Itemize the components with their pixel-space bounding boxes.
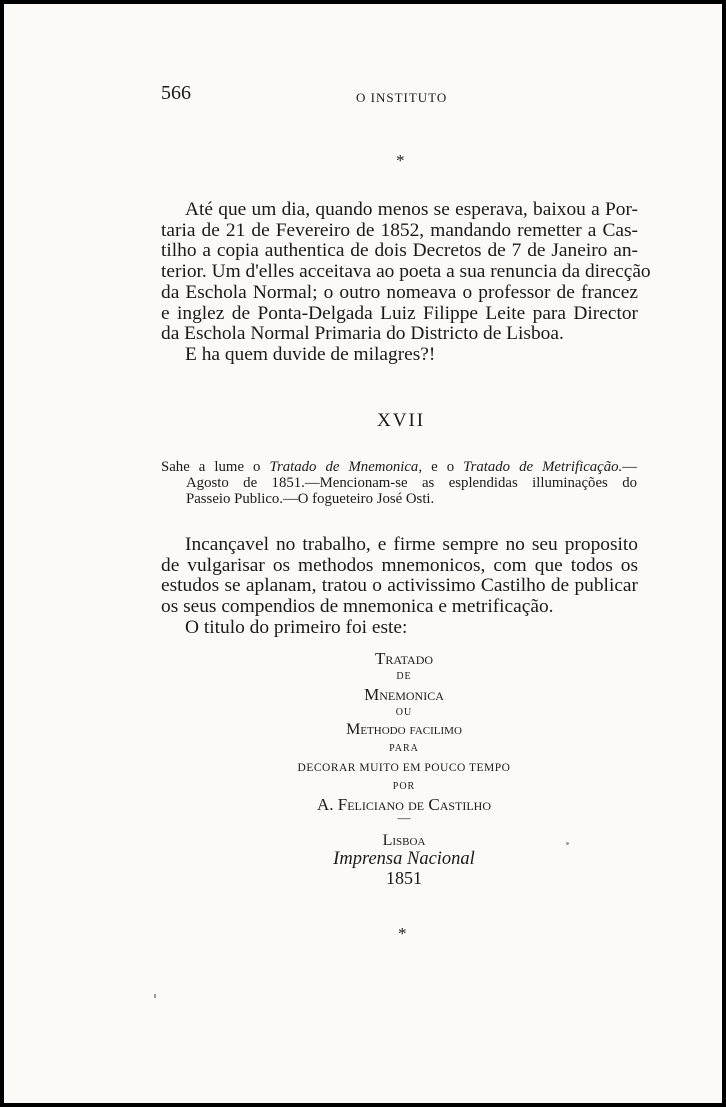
text-line: da Eschola Normal Primaria do Districto de Lisboa. — [161, 323, 564, 345]
title-line: DE — [396, 671, 412, 682]
title-rule: — — [397, 810, 411, 825]
page-number: 566 — [161, 82, 191, 104]
summary-line-2: Agosto de 1851.—Mencionam-se as esplendidas illuminações do — [186, 475, 637, 491]
text-line: da Eschola Normal; o outro nomeava o professor de francez — [161, 281, 638, 303]
chapter-number: XVII — [377, 410, 426, 431]
summary-title-mnemonica: Tratado de Mnemonica, — [269, 459, 423, 475]
title-line: Lisboa — [382, 832, 426, 849]
text-line: tilho a copia authentica de dois Decretos de 7 de Janeiro an- — [161, 240, 638, 262]
running-title: O INSTITUTO — [356, 90, 448, 105]
text-line: os seus compendios de mnemonica e metrificação. — [161, 596, 554, 618]
title-line: Mnemonica — [364, 685, 444, 704]
text-line: de vulgarisar os methodos mnemonicos, com que todos os — [161, 554, 638, 576]
paragraph-closing-line: O titulo do primeiro foi este: — [185, 616, 408, 638]
paragraph-2 — [161, 535, 638, 639]
text-line: Incançavel no trabalho, e firme sempre no seu proposito — [185, 534, 638, 555]
title-line: PARA — [389, 743, 419, 754]
summary-title-metrificacao: Tratado de Metrificação. — [463, 459, 623, 475]
title-line: POR — [392, 781, 416, 792]
title-line: 1851 — [386, 868, 422, 888]
book-page — [4, 4, 722, 1103]
text-line: e inglez de Ponta-Delgada Luiz Filippe Leite para Director — [161, 302, 638, 324]
title-line: Tratado — [374, 649, 434, 668]
title-line: Methodo facilimo — [346, 721, 462, 738]
title-line: OU — [395, 707, 413, 718]
title-line: Imprensa Nacional — [333, 849, 475, 869]
section-separator-top: * — [396, 151, 405, 170]
summary-line-1: Sahe a lume o Tratado de Mnemonica, e o Tratado de Metrificação.— — [161, 459, 638, 475]
paragraph-closing-line: E ha quem duvide de milagres?! — [185, 343, 436, 365]
section-separator-bottom: * — [398, 924, 407, 943]
title-line: A. Feliciano de Castilho — [316, 795, 492, 814]
paragraph-1 — [161, 199, 651, 366]
ink-speck — [154, 994, 156, 998]
title-line: DECORAR MUITO EM POUCO TEMPO — [297, 762, 511, 774]
text-line: terior. Um d'elles acceitava ao poeta a sua renuncia da direcção — [161, 261, 651, 283]
text-line: Até que um dia, quando menos se esperava, baixou a Por- — [185, 199, 638, 220]
text-line: taria de 21 de Fevereiro de 1852, mandando remetter a Cas- — [161, 219, 638, 241]
ink-speck — [566, 842, 569, 845]
text-line: estudos se aplanam, tratou o activissimo Castilho de publicar — [161, 575, 638, 597]
summary-line-3: Passeio Publico.—O fogueteiro José Osti. — [186, 491, 435, 507]
